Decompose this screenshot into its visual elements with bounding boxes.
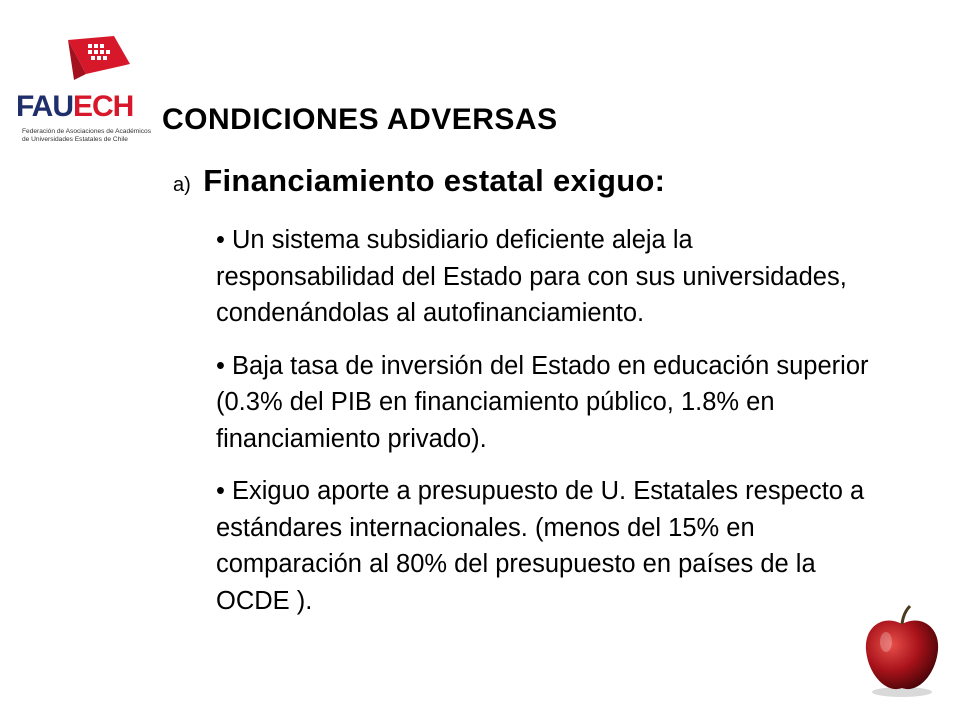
- logo-word-part1: FAU: [16, 90, 73, 123]
- section-marker: a): [173, 174, 191, 196]
- bullet-list: [216, 222, 876, 635]
- logo-word-part2: ECH: [73, 90, 134, 123]
- fauech-logo: [16, 30, 156, 143]
- logo-subtitle-line2: de Universidades Estatales de Chile: [22, 136, 128, 143]
- section-heading: [173, 163, 665, 199]
- bullet-item: • Exiguo aporte a presupuesto de U. Estatales respecto a estándares internacionales. (menos del 15% en comparación al 80% del presupuesto en países de la OCDE ).: [216, 477, 865, 615]
- logo-subtitle: [22, 128, 162, 144]
- fauech-emblem-icon: [64, 34, 134, 84]
- bullet-item: • Baja tasa de inversión del Estado en educación superior (0.3% del PIB en financiamiento público, 1.8% en financiamiento privado).: [216, 351, 869, 453]
- section-title: Financiamiento estatal exiguo:: [203, 163, 666, 198]
- logo-wordmark: [16, 92, 133, 122]
- bullet-item: • Un sistema subsidiario deficiente aleja la responsabilidad del Estado para con sus universidades, condenándolas al autofinanciamiento.: [216, 226, 847, 327]
- red-apple-icon: [862, 604, 942, 700]
- slide-title: CONDICIONES ADVERSAS: [162, 103, 558, 136]
- logo-subtitle-line1: Federación de Asociaciones de Académicos: [22, 128, 152, 135]
